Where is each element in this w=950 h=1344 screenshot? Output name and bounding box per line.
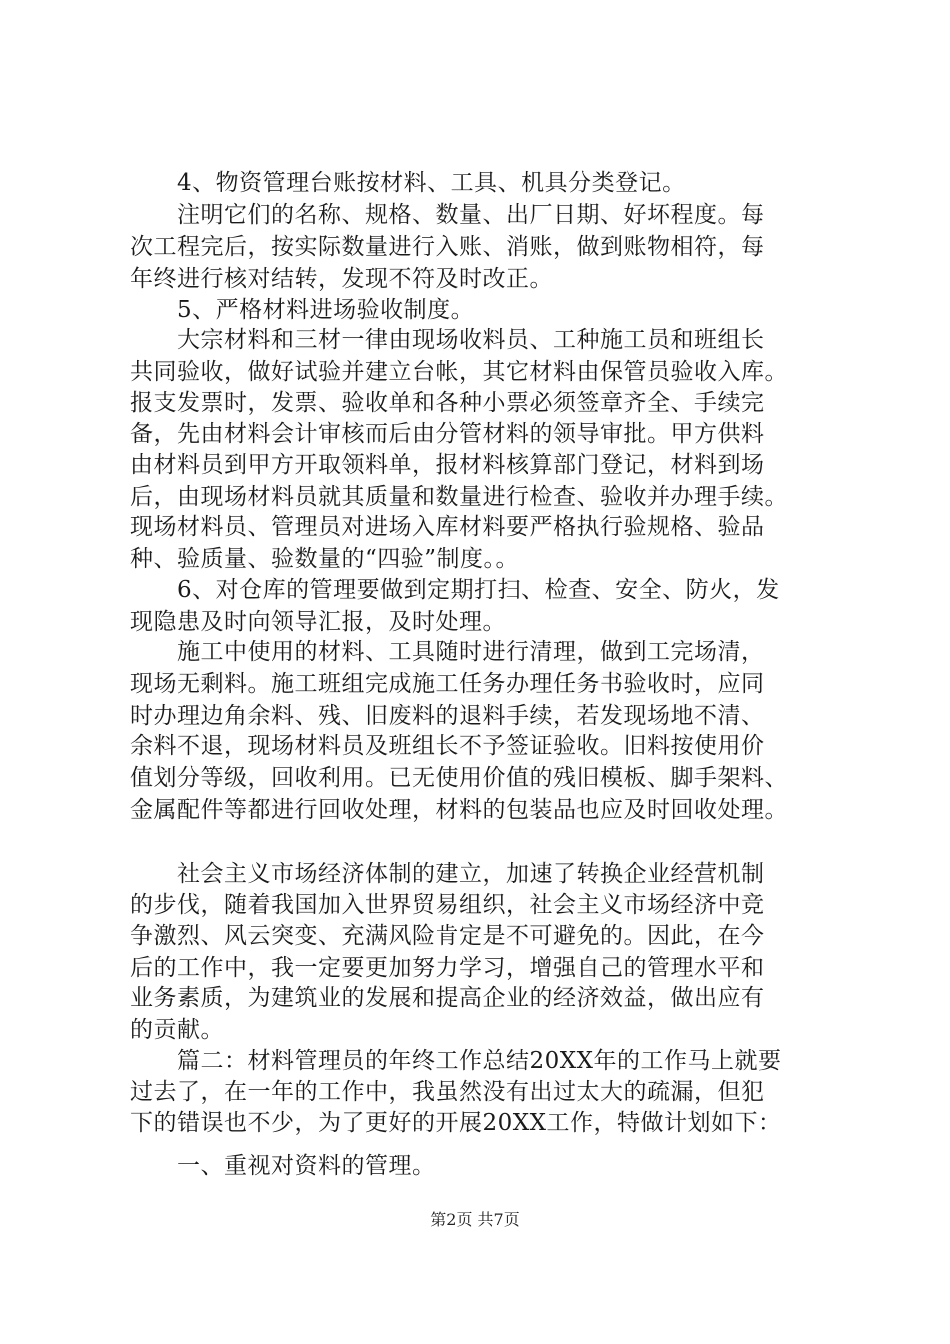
text-line: 5、严格材料进场验收制度。 xyxy=(130,296,475,323)
text-line: 施工中使用的材料、工具随时进行清理，做到工完场清， xyxy=(130,639,765,666)
text-line: 金属配件等都进行回收处理，材料的包装品也应及时回收处理。 xyxy=(130,796,788,823)
text-line: 社会主义市场经济体制的建立，加速了转换企业经营机制 xyxy=(130,860,765,887)
text-line: 后，由现场材料员就其质量和数量进行检查、验收并办理手续。 xyxy=(130,483,788,510)
text-line: 大宗材料和三材一律由现场收料员、工种施工员和班组长 xyxy=(130,327,765,354)
text-line: 年终进行核对结转，发现不符及时改正。 xyxy=(130,265,553,292)
text-line: 的步伐，随着我国加入世界贸易组织，社会主义市场经济中竞 xyxy=(130,892,765,919)
text-line: 一、重视对资料的管理。 xyxy=(130,1153,436,1179)
text-line: 过去了，在一年的工作中，我虽然没有出过太大的疏漏，但犯 xyxy=(130,1079,765,1106)
text-line: 值划分等级，回收利用。已无使用价值的残旧模板、脚手架料、 xyxy=(130,764,788,791)
text-line: 6、对仓库的管理要做到定期打扫、检查、安全、防火，发 xyxy=(130,576,780,603)
text-line: 时办理边角余料、残、旧废料的退料手续，若发现场地不清、 xyxy=(130,702,765,729)
text-line: 注明它们的名称、规格、数量、出厂日期、好坏程度。每 xyxy=(130,202,765,229)
text-line: 下的错误也不少，为了更好的开展20XX工作，特做计划如下： xyxy=(130,1110,782,1137)
text-line: 报支发票时，发票、验收单和各种小票必须签章齐全、手续完 xyxy=(130,389,765,416)
text-line: 种、验质量、验数量的“四验”制度。。 xyxy=(130,546,520,573)
text-line: 备，先由材料会计审核而后由分管材料的领导审批。甲方供料 xyxy=(130,421,765,448)
text-line: 后的工作中，我一定要更加努力学习，增强自己的管理水平和 xyxy=(130,954,765,981)
text-line: 篇二：材料管理员的年终工作总结20XX年的工作马上就要 xyxy=(130,1047,782,1074)
text-line: 现场无剩料。施工班组完成施工任务办理任务书验收时，应同 xyxy=(130,670,765,697)
text-line: 现隐患及时向领导汇报，及时处理。 xyxy=(130,608,506,635)
text-line: 4、物资管理台账按材料、工具、机具分类登记。 xyxy=(130,170,686,196)
text-line: 现场材料员、管理员对进场入库材料要严格执行验规格、验品 xyxy=(130,514,765,541)
text-line: 业务素质，为建筑业的发展和提高企业的经济效益，做出应有 xyxy=(130,985,765,1012)
text-line: 争激烈、风云突变、充满风险肯定是不可避免的。因此，在今 xyxy=(130,923,765,950)
text-line: 共同验收，做好试验并建立台帐，其它材料由保管员验收入库。 xyxy=(130,358,788,385)
text-line: 由材料员到甲方开取领料单，报材料核算部门登记，材料到场 xyxy=(130,452,765,479)
text-line: 的贡献。 xyxy=(130,1017,224,1044)
text-line: 余料不退，现场材料员及班组长不予签证验收。旧料按使用价 xyxy=(130,733,765,760)
text-line: 次工程完后，按实际数量进行入账、消账，做到账物相符，每 xyxy=(130,234,765,261)
page-footer: 第2页 共7页 xyxy=(430,1210,520,1229)
